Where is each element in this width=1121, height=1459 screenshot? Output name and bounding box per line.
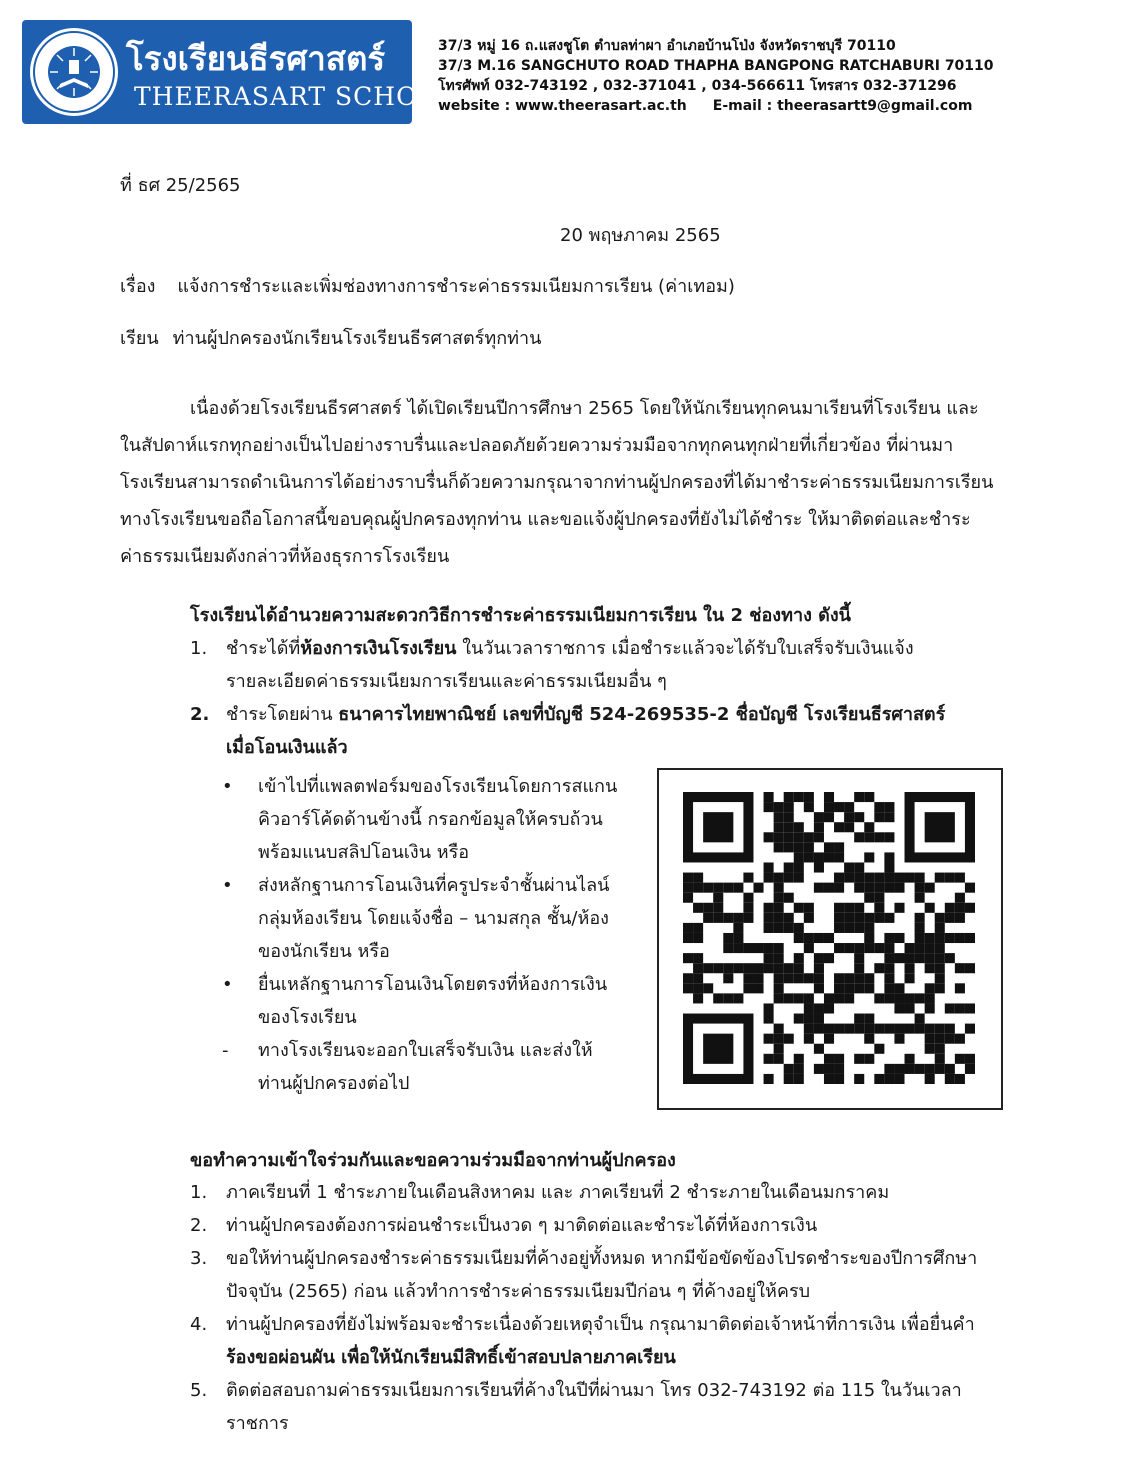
cooperation-item xyxy=(190,1176,1020,1209)
item-number: 2. xyxy=(190,1215,208,1236)
channel-text: ชำระได้ที่ xyxy=(226,638,301,659)
email-link[interactable]: E-mail : theerasartt9@gmail.com xyxy=(712,98,973,114)
channel-item xyxy=(190,632,1020,698)
bullet-icon: • xyxy=(222,776,233,797)
paragraph-line: โรงเรียนสามารถดำเนินการได้อย่างราบรื่นก็ด้วยความกรุณาจากท่านผู้ปกครองที่ได้มาชำระค่าธรรมเนียมการเรียน xyxy=(120,472,994,493)
item-text: ภาคเรียนที่ 1 ชำระภายในเดือนสิงหาคม และ ภาคเรียนที่ 2 ชำระภายในเดือนมกราคม xyxy=(226,1182,890,1203)
item-text: ติดต่อสอบถามค่าธรรมเนียมการเรียนที่ค้างในปีที่ผ่านมา โทร 032-743192 ต่อ 115 ในวันเวลา xyxy=(226,1380,962,1401)
item-number: 4. xyxy=(190,1314,208,1335)
step-text: พร้อมแนบสลิปโอนเงิน หรือ xyxy=(258,842,470,863)
step-item xyxy=(222,770,642,869)
school-logo-banner xyxy=(22,20,457,124)
recipient-text: ท่านผู้ปกครองนักเรียนโรงเรียนธีรศาสตร์ทุกท่าน xyxy=(172,328,542,349)
subject-label: เรื่อง xyxy=(120,276,156,297)
channel-number: 2. xyxy=(190,704,210,725)
subject-text: แจ้งการชำระและเพิ่มช่องทางการชำระค่าธรรมเนียมการเรียน (ค่าเทอม) xyxy=(177,276,735,297)
channels-list xyxy=(190,632,1020,764)
cooperation-title: ขอทำความเข้าใจร่วมกันและขอความร่วมมือจากท่านผู้ปกครอง xyxy=(190,1150,676,1171)
dash-icon: - xyxy=(222,1040,229,1061)
paragraph-line: เนื่องด้วยโรงเรียนธีรศาสตร์ ได้เปิดเรียนปีการศึกษา 2565 โดยให้นักเรียนทุกคนมาเรียนที่โรงเรียน และ xyxy=(190,398,979,419)
qr-code-icon xyxy=(683,790,975,1086)
school-name-en: THEERASART SCHOOL xyxy=(134,82,457,111)
channel-text: เมื่อโอนเงินแล้ว xyxy=(226,737,348,758)
phone-numbers: โทรศัพท์ 032-743192 , 032-371041 , 034-566611 โทรสาร 032-371296 xyxy=(438,78,957,94)
paragraph-line: ทางโรงเรียนขอถือโอกาสนี้ขอบคุณผู้ปกครองทุกท่าน และขอแจ้งผู้ปกครองที่ยังไม่ได้ชำระ ให้มาติดต่อและชำระ xyxy=(120,509,971,530)
cooperation-item xyxy=(190,1242,1020,1308)
step-text: ทางโรงเรียนจะออกใบเสร็จรับเงิน และส่งให้ xyxy=(258,1040,593,1061)
step-item xyxy=(222,869,642,968)
bank-account-info: ธนาคารไทยพาณิชย์ เลขที่บัญชี 524-269535-2 ชื่อบัญชี โรงเรียนธีรศาสตร์ xyxy=(338,704,946,725)
channel-item xyxy=(190,698,1020,764)
school-seal-icon xyxy=(28,26,120,118)
step-text: คิวอาร์โค้ดด้านข้างนี้ กรอกข้อมูลให้ครบถ้วน xyxy=(258,809,603,830)
address-th: 37/3 หมู่ 16 ถ.แสงชูโต ตำบลท่าผา อำเภอบ้านโป่ง จังหวัดราชบุรี 70110 xyxy=(438,38,896,54)
item-number: 1. xyxy=(190,1182,208,1203)
step-text: ส่งหลักฐานการโอนเงินที่ครูประจำชั้นผ่านไลน์ xyxy=(258,875,610,896)
item-text: ร้องขอผ่อนผัน เพื่อให้นักเรียนมีสิทธิ์เข้าสอบปลายภาคเรียน xyxy=(226,1347,676,1368)
recipient-line xyxy=(120,323,541,352)
transfer-steps xyxy=(222,770,642,1100)
body-paragraph xyxy=(120,390,1010,575)
item-text: ราชการ xyxy=(226,1413,289,1434)
step-text: กลุ่มห้องเรียน โดยแจ้งชื่อ – นามสกุล ชั้น/ห้อง xyxy=(258,908,609,929)
bullet-icon: • xyxy=(222,875,233,896)
website-link[interactable]: website : www.theerasart.ac.th xyxy=(438,98,687,114)
step-text: ของนักเรียน หรือ xyxy=(258,941,390,962)
bullet-icon: • xyxy=(222,974,233,995)
recipient-label: เรียน xyxy=(120,328,159,349)
subject-line xyxy=(120,271,735,300)
item-number: 3. xyxy=(190,1248,208,1269)
channel-text: ในวันเวลาราชการ เมื่อชำระแล้วจะได้รับใบเสร็จรับเงินแจ้ง xyxy=(456,638,914,659)
step-text: ของโรงเรียน xyxy=(258,1007,357,1028)
cooperation-item xyxy=(190,1374,1020,1440)
step-item xyxy=(222,968,642,1034)
web-contact-row xyxy=(438,96,1098,116)
cooperation-item xyxy=(190,1308,1020,1374)
paragraph-line: ในสัปดาห์แรกทุกอย่างเป็นไปอย่างราบรื่นและปลอดภัยด้วยความร่วมมือจากทุกคนทุกฝ่ายที่เกี่ยวข้อง ที่ผ่านมา xyxy=(120,435,954,456)
cooperation-item xyxy=(190,1209,1020,1242)
item-text: ท่านผู้ปกครองต้องการผ่อนชำระเป็นงวด ๆ มาติดต่อและชำระได้ที่ห้องการเงิน xyxy=(226,1215,818,1236)
address-en: 37/3 M.16 SANGCHUTO ROAD THAPHA BANGPONG RATCHABURI 70110 xyxy=(438,58,994,74)
item-text: ขอให้ท่านผู้ปกครองชำระค่าธรรมเนียมที่ค้างอยู่ทั้งหมด หากมีข้อขัดข้องโปรดชำระของปีการศึกษา xyxy=(226,1248,978,1269)
payment-qr-code[interactable] xyxy=(657,768,1003,1110)
paragraph-line: ค่าธรรมเนียมดังกล่าวที่ห้องธุรการโรงเรียน xyxy=(120,546,450,567)
document-number: ที่ ธศ 25/2565 xyxy=(120,175,241,196)
document-date: 20 พฤษภาคม 2565 xyxy=(560,225,721,246)
step-text: เข้าไปที่แพลตฟอร์มของโรงเรียนโดยการสแกน xyxy=(258,776,618,797)
contact-block xyxy=(438,36,1098,116)
step-text: ท่านผู้ปกครองต่อไป xyxy=(258,1073,410,1094)
channel-number: 1. xyxy=(190,638,208,659)
channel-text: รายละเอียดค่าธรรมเนียมการเรียนและค่าธรรมเนียมอื่น ๆ xyxy=(226,671,667,692)
item-text: ท่านผู้ปกครองที่ยังไม่พร้อมจะชำระเนื่องด้วยเหตุจำเป็น กรุณามาติดต่อเจ้าหน้าที่การเงิน เพื่อยื่นคำ xyxy=(226,1314,975,1335)
cooperation-list xyxy=(190,1176,1020,1440)
step-text: ยื่นเหลักฐานการโอนเงินโดยตรงที่ห้องการเงิน xyxy=(258,974,608,995)
channel-text: ชำระโดยผ่าน xyxy=(226,704,339,725)
channel-location: ห้องการเงินโรงเรียน xyxy=(300,638,457,659)
channels-title: โรงเรียนได้อำนวยความสะดวกวิธีการชำระค่าธรรมเนียมการเรียน ใน 2 ช่องทาง ดังนี้ xyxy=(190,605,851,626)
step-item xyxy=(222,1034,642,1100)
item-text: ปัจจุบัน (2565) ก่อน แล้วทำการชำระค่าธรรมเนียมปีก่อน ๆ ที่ค้างอยู่ให้ครบ xyxy=(226,1281,811,1302)
school-name-th: โรงเรียนธีรศาสตร์ xyxy=(126,39,386,78)
item-number: 5. xyxy=(190,1380,208,1401)
